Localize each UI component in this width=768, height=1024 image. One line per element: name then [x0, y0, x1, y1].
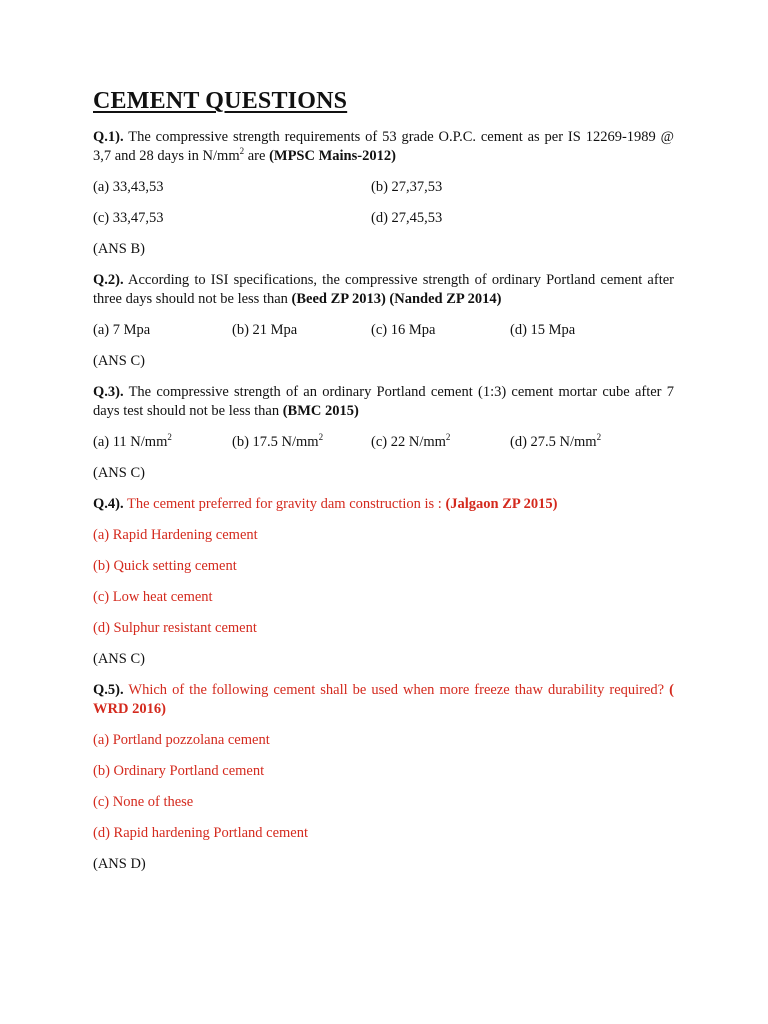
- option-b-text: (b) 17.5 N/mm: [232, 434, 319, 450]
- question-3-answer: (ANS C): [93, 465, 145, 481]
- question-3-options: [93, 433, 674, 452]
- option-a: (a) Portland pozzolana cement: [93, 732, 270, 748]
- option-a: [93, 433, 232, 452]
- question-1-number: Q.1).: [93, 129, 124, 145]
- question-5-text: [93, 681, 674, 719]
- question-5-stem: Which of the following cement shall be used when more freeze thaw durability required?: [123, 682, 670, 698]
- question-2-options: [93, 321, 674, 340]
- option-b: (b) Quick setting cement: [93, 558, 237, 574]
- option-b: [232, 433, 371, 452]
- question-5-source: ( WRD 2016): [93, 682, 674, 717]
- question-3-stem: The compressive strength of an ordinary Portland cement (1:3) cement mortar cube after 7 days test should not be less than: [93, 384, 674, 419]
- question-1-answer: (ANS B): [93, 241, 145, 257]
- option-a: (a) 7 Mpa: [93, 322, 151, 338]
- option-a: (a) 33,43,53: [93, 179, 164, 195]
- question-4-text: [93, 495, 674, 514]
- question-2-text: [93, 271, 674, 309]
- question-1-source: (MPSC Mains-2012): [269, 148, 396, 164]
- question-1-text: [93, 128, 674, 166]
- option-c-text: (c) 22 N/mm: [371, 434, 446, 450]
- option-a-text: (a) 11 N/mm: [93, 434, 168, 450]
- question-1-options-row-2: [93, 209, 674, 228]
- question-3: [93, 383, 674, 421]
- superscript: 2: [596, 432, 602, 442]
- option-d: (d) Sulphur resistant cement: [93, 620, 257, 636]
- question-4-answer: (ANS C): [93, 651, 145, 667]
- question-5-number: Q.5).: [93, 682, 124, 698]
- option-b: (b) 21 Mpa: [232, 322, 298, 338]
- option-c: (c) Low heat cement: [93, 589, 213, 605]
- page-content: [93, 86, 674, 886]
- question-1-stem: The compressive strength requirements of 53 grade O.P.C. cement as per IS 12269-1989 @ 3,7 and 28 days in N/mm: [93, 129, 674, 164]
- superscript: 2: [318, 432, 324, 442]
- option-d: (d) 27,45,53: [371, 210, 443, 226]
- option-c: (c) 33,47,53: [93, 210, 164, 226]
- question-4: [93, 495, 674, 514]
- option-c: (c) 16 Mpa: [371, 322, 436, 338]
- superscript: 2: [239, 146, 245, 156]
- question-1-stem-end: are: [244, 148, 270, 164]
- option-c: (c) None of these: [93, 794, 194, 810]
- option-d: (d) Rapid hardening Portland cement: [93, 825, 309, 841]
- option-d: [510, 433, 601, 452]
- question-4-source: (Jalgaon ZP 2015): [445, 496, 558, 512]
- option-d-text: (d) 27.5 N/mm: [510, 434, 597, 450]
- question-4-number: Q.4).: [93, 496, 124, 512]
- option-d: (d) 15 Mpa: [510, 322, 576, 338]
- question-3-number: Q.3).: [93, 384, 124, 400]
- question-5-answer: (ANS D): [93, 856, 146, 872]
- option-a: (a) Rapid Hardening cement: [93, 527, 258, 543]
- superscript: 2: [167, 432, 172, 442]
- page-title: CEMENT QUESTIONS: [93, 88, 348, 114]
- question-2-answer: (ANS C): [93, 353, 145, 369]
- question-2-stem: According to ISI specifications, the compressive strength of ordinary Portland cement after three days should not be less than: [93, 272, 674, 307]
- question-5: [93, 681, 674, 719]
- option-b: (b) Ordinary Portland cement: [93, 763, 265, 779]
- question-1-options-row-1: [93, 178, 674, 197]
- question-2: [93, 271, 674, 309]
- superscript: 2: [445, 432, 451, 442]
- question-1: [93, 128, 674, 166]
- option-b: (b) 27,37,53: [371, 179, 443, 195]
- option-c: [371, 433, 510, 452]
- question-3-source: (BMC 2015): [282, 403, 359, 419]
- question-2-source: (Beed ZP 2013) (Nanded ZP 2014): [291, 291, 502, 307]
- question-4-stem: The cement preferred for gravity dam construction is :: [123, 496, 446, 512]
- question-2-number: Q.2).: [93, 272, 124, 288]
- question-3-text: [93, 383, 674, 421]
